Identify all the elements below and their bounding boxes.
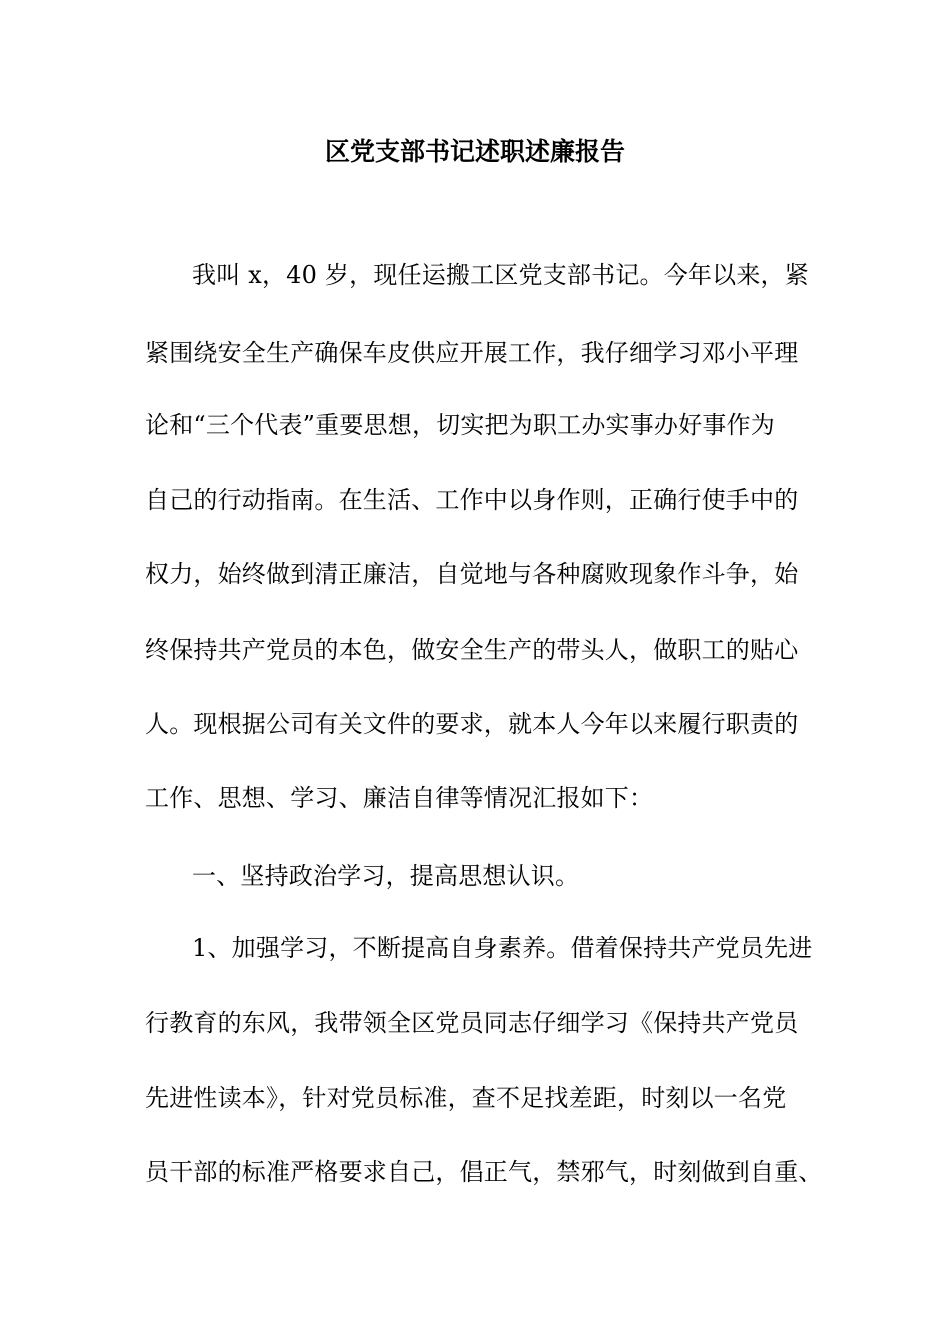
paragraph-line: 权力，始终做到清正廉洁，自觉地与各种腐败现象作斗争，始 bbox=[145, 560, 799, 588]
paragraph-line: 1、加强学习，不断提高自身素养。借着保持共产党员先进 bbox=[192, 934, 813, 962]
document-title: 区党支部书记述职述廉报告 bbox=[324, 137, 625, 166]
paragraph-line: 自己的行动指南。在生活、工作中以身作则，正确行使手中的 bbox=[145, 486, 799, 514]
paragraph-line: 工作、思想、学习、廉洁自律等情况汇报如下： bbox=[145, 784, 654, 812]
paragraph-line: 紧围绕安全生产确保车皮供应开展工作，我仔细学习邓小平理 bbox=[145, 339, 799, 367]
paragraph-line: 我叫 x，40 岁，现任运搬工区党支部书记。今年以来，紧 bbox=[192, 261, 809, 289]
paragraph-line: 先进性读本》，针对党员标准，查不足找差距，时刻以一名党 bbox=[145, 1084, 787, 1112]
paragraph-line: 人。现根据公司有关文件的要求，就本人今年以来履行职责的 bbox=[145, 710, 799, 738]
paragraph-line: 员干部的标准严格要求自己，倡正气，禁邪气，时刻做到自重、 bbox=[145, 1158, 823, 1186]
paragraph-line: 行教育的东风，我带领全区党员同志仔细学习《保持共产党员 bbox=[145, 1009, 799, 1037]
paragraph-line: 终保持共产党员的本色，做安全生产的带头人，做职工的贴心 bbox=[145, 636, 799, 664]
section-heading: 一、坚持政治学习，提高思想认识。 bbox=[192, 862, 580, 890]
paragraph-line: 论和“三个代表”重要思想，切实把为职工办实事办好事作为 bbox=[145, 411, 775, 439]
